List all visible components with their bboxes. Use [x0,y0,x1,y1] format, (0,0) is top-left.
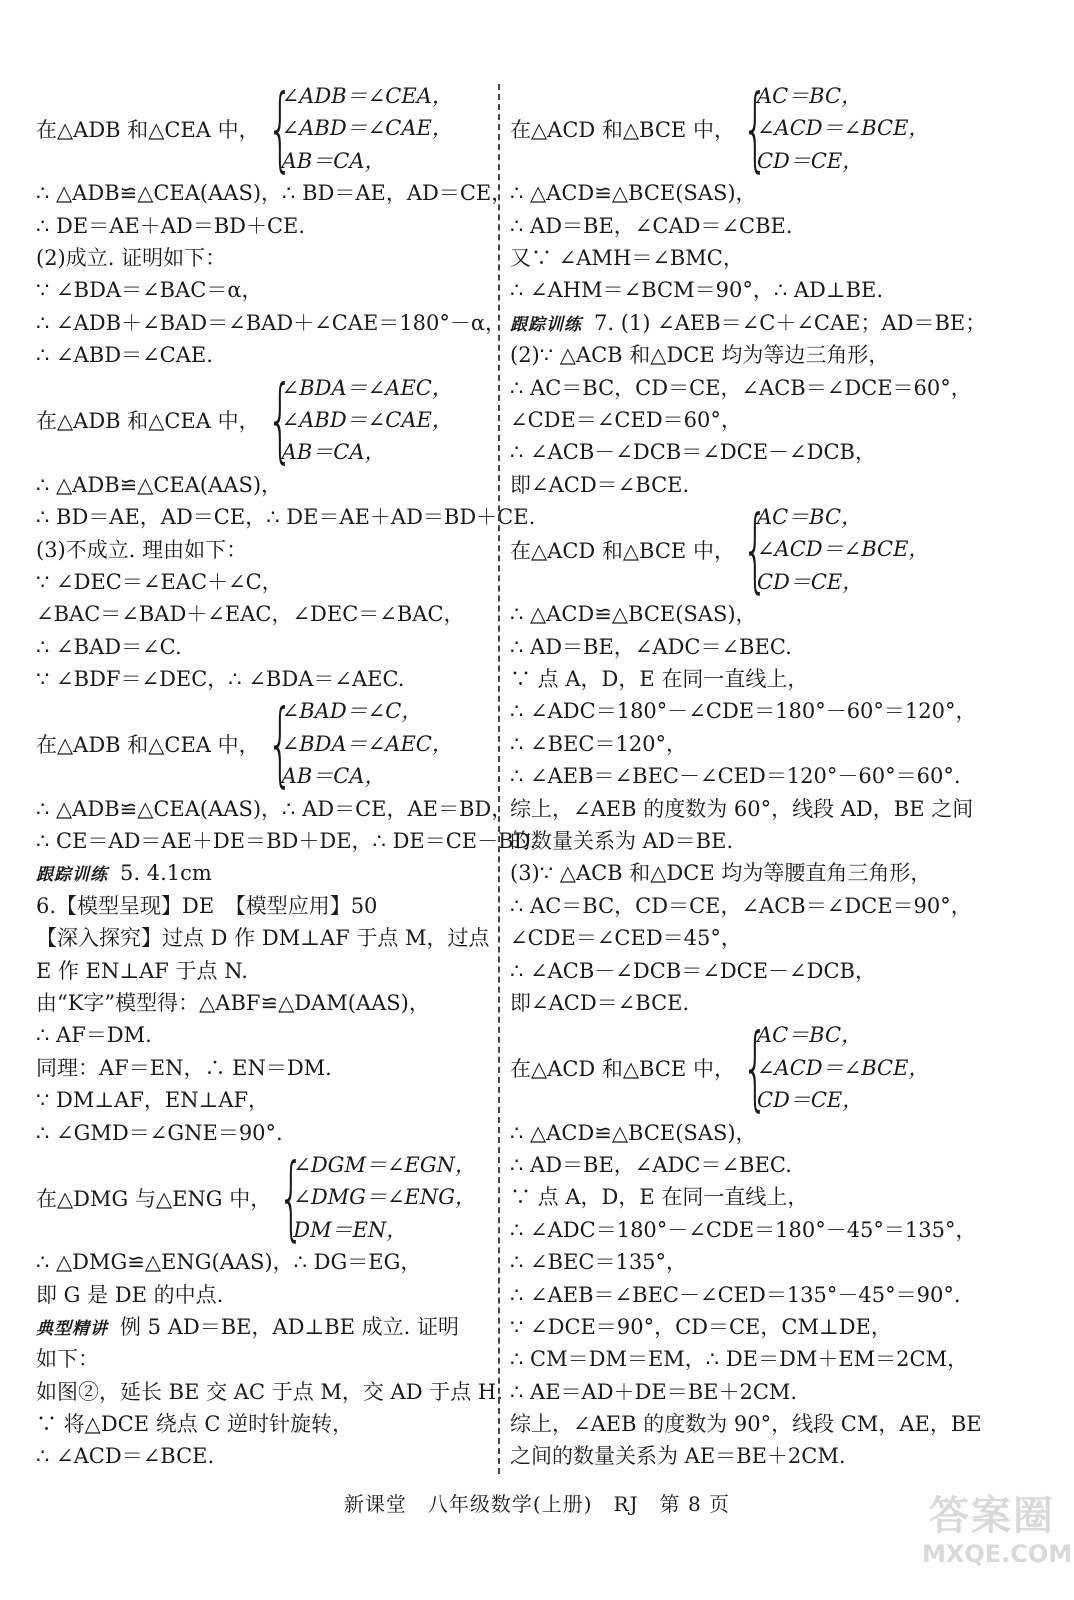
text-line [510,1311,1040,1343]
condition: AB＝CA， [281,148,386,173]
line-text: (3)不成立. 理由如下： [36,537,248,562]
line-text: ∴ △ACD≌△BCE(SAS)， [510,602,757,627]
equation-system [36,366,496,474]
line-text: ∴ ∠BAD＝∠C. [36,634,182,659]
text-line [510,404,1040,436]
equation-system [510,495,1040,603]
line-text: ∴ ∠ADC＝180°－∠CDE＝180°－45°＝135°， [510,1217,977,1242]
text-line [510,760,1040,792]
line-text: 如下： [36,1347,99,1372]
text-line [510,922,1040,954]
line-text: 5. 4.1cm [120,861,212,886]
condition: DM＝EN， [293,1217,408,1242]
text-line [36,1052,496,1084]
line-text: ∴ ∠ACB－∠DCB＝∠DCE－∠DCB， [510,958,876,983]
text-line [510,1343,1040,1375]
line-text: ∴ △ADB≌△CEA(AAS)，∴ AD＝CE，AE＝BD， [36,796,513,821]
line-text: ∴ ∠ADC＝180°－∠CDE＝180°－60°＝120°， [510,699,977,724]
line-text: ∴ DE＝AE＋AD＝BD＋CE. [36,213,306,238]
line-text: 7. (1) ∠AEB＝∠C＋∠CAE；AD＝BE； [594,310,987,335]
line-text: 即 G 是 DE 的中点. [36,1282,224,1307]
line-text: ∴ ∠BEC＝120°， [510,731,688,756]
text-line [510,436,1040,468]
left-brace: { [266,690,293,798]
text-line [510,857,1040,889]
text-line [510,1149,1040,1181]
system-intro: 在△ACD 和△BCE 中， [510,1056,735,1081]
condition: CD＝CE， [756,1088,864,1113]
left-brace: { [266,74,293,182]
line-text: ∴ ∠ADB＋∠BAD＝∠BAD＋∠CAE＝180°－α， [36,310,507,335]
line-text: ∵ DM⊥AF，EN⊥AF， [36,1088,270,1113]
line-text: 的数量关系为 AD＝BE. [510,829,734,854]
condition: AC＝BC， [756,505,863,530]
system-intro: 在△ACD 和△BCE 中， [510,538,735,563]
text-line [36,857,496,889]
text-line [36,598,496,630]
condition: ∠ABD＝∠CAE， [281,116,453,141]
line-text: ∠CDE＝∠CED＝60°， [510,407,742,432]
condition: CD＝CE， [756,148,864,173]
condition: ∠ADB＝∠CEA， [281,84,453,108]
text-line [510,1440,1040,1472]
condition: CD＝CE， [756,569,864,594]
text-line [510,825,1040,857]
text-line [36,825,537,857]
line-text: ∴ ∠AEB＝∠BEC－∠CED＝135°－45°＝90°. [510,1282,961,1307]
text-line [510,631,1040,663]
text-line [36,1440,496,1472]
text-line [36,307,507,339]
condition: ∠BDA＝∠AEC， [281,375,453,400]
text-line [510,1117,1040,1149]
line-text: ∵ ∠BDF＝∠DEC，∴ ∠BDA＝∠AEC. [36,667,405,692]
condition: ∠ACD＝∠BCE， [756,537,930,562]
equation-system [36,74,496,182]
text-line [36,242,496,274]
text-line [36,534,496,566]
left-brace: { [741,74,769,182]
line-text: ∵ 将△DCE 绕点 C 逆时针旋转， [36,1412,354,1437]
system-conditions [282,695,453,792]
text-line [36,274,496,306]
line-text: ∴ AD＝BE，∠ADC＝∠BEC. [510,634,792,659]
system-intro: 在△ADB 和△CEA 中， [36,117,260,142]
line-text: (3)∵ △ACB 和△DCE 均为等腰直角三角形， [510,861,932,886]
system-intro: 在△ADB 和△CEA 中， [36,733,260,758]
line-text: ∵ ∠DEC＝∠EAC＋∠C， [36,569,283,594]
condition: AB＝CA， [281,764,386,789]
text-line [510,1408,1040,1440]
line-text: ∵ ∠DCE＝90°，CD＝CE，CM⊥DE， [510,1314,892,1339]
text-line [510,307,1040,339]
equation-system [36,1143,496,1251]
text-line [36,1246,496,1278]
text-line [36,1279,496,1311]
condition: ∠BDA＝∠AEC， [281,731,453,756]
text-line [36,890,496,922]
equation-system [510,1013,1040,1121]
system-conditions [293,1149,476,1246]
line-text: ∴ BD＝AE，AD＝CE，∴ DE＝AE＋AD＝BD＋CE. [36,505,536,530]
line-text: ∴ ∠ACD＝∠BCE. [36,1444,215,1469]
text-line [510,1279,1040,1311]
line-text: ∴ AC＝BC，CD＝CE，∠ACB＝∠DCE＝90°， [510,893,972,918]
line-text: ∴ ∠GMD＝∠GNE＝90°. [36,1120,283,1145]
left-column [36,74,537,1473]
text-line [510,1376,1040,1408]
system-conditions [757,80,929,177]
line-text: 即∠ACD＝∠BCE. [510,990,690,1015]
line-text: ∠CDE＝∠CED＝45°， [510,926,742,951]
text-line [36,793,513,825]
line-text: ∴ AF＝DM. [36,1023,152,1048]
column-divider [498,84,500,1474]
line-text: 又∵ ∠AMH＝∠BMC， [510,245,744,270]
line-text: ∴ AD＝BE，∠CAD＝∠CBE. [510,213,793,238]
section-tag: 跟踪训练 [36,865,108,886]
line-text: 综上，∠AEB 的度数为 90°，线段 CM，AE，BE [510,1412,982,1437]
section-tag: 典型精讲 [36,1318,108,1339]
text-line [36,469,496,501]
text-line [510,372,1040,404]
line-text: ∴ ∠BEC＝135°， [510,1250,688,1275]
text-line [510,598,1040,630]
watermark-logo [922,1492,1073,1572]
system-intro: 在△ACD 和△BCE 中， [510,117,735,142]
condition: AC＝BC， [756,84,863,108]
line-text: 【深入探究】过点 D 作 DM⊥AF 于点 M，过点 [36,926,490,951]
text-line [36,955,496,987]
text-line [510,890,1040,922]
left-brace: { [741,1013,769,1121]
text-line [36,177,513,209]
condition: ∠ACD＝∠BCE， [756,1055,930,1080]
line-text: ∴ △ACD≌△BCE(SAS)， [510,1120,757,1145]
system-conditions [282,372,453,469]
text-line [36,1084,496,1116]
text-line [36,922,496,954]
line-text: ∴ ∠ACB－∠DCB＝∠DCE－∠DCB， [510,440,876,465]
condition: ∠ACD＝∠BCE， [756,116,930,141]
condition: ∠DMG＝∠ENG， [293,1185,477,1210]
line-text: 同理：AF＝EN，∴ EN＝DM. [36,1055,332,1080]
text-line [510,1181,1040,1213]
watermark-url: MXQE.COM [922,1540,1073,1568]
line-text: ∴ ∠AEB＝∠BEC－∠CED＝120°－60°＝60°. [510,764,961,789]
line-text: (2)∵ △ACB 和△DCE 均为等边三角形， [510,343,890,368]
text-line [36,1019,496,1051]
system-intro: 在△DMG 与△ENG 中， [36,1186,272,1211]
line-text: ∵ 点 A，D，E 在同一直线上， [510,667,809,692]
line-text: ∴ CE＝AD＝AE＋DE＝BD＋DE，∴ DE＝CE－BD. [36,829,537,854]
text-line [510,469,1040,501]
line-text: ∴ △ADB≌△CEA(AAS)，∴ BD＝AE，AD＝CE， [36,181,513,206]
system-conditions [757,1019,929,1116]
system-intro: 在△ADB 和△CEA 中， [36,409,260,434]
line-text: ∴ △DMG≌△ENG(AAS)，∴ DG＝EG， [36,1250,422,1275]
left-brace: { [278,1143,305,1251]
text-line [36,566,496,598]
line-text: 综上，∠AEB 的度数为 60°，线段 AD，BE 之间 [510,796,974,821]
text-line [510,210,1040,242]
text-line [510,695,1040,727]
line-text: ∴ AD＝BE，∠ADC＝∠BEC. [510,1152,792,1177]
text-line [36,1343,496,1375]
text-line [36,1311,496,1343]
left-brace: { [741,495,769,603]
line-text: ∴ △ACD≌△BCE(SAS)， [510,181,757,206]
text-line [510,274,1040,306]
condition: ∠ABD＝∠CAE， [281,407,453,432]
page-footer: 新课堂 八年级数学(上册) RJ 第 8 页 [343,1492,731,1516]
section-tag: 跟踪训练 [510,314,582,335]
text-line [36,1376,503,1408]
system-conditions [282,80,453,177]
text-line [510,1246,1040,1278]
line-text: ∠BAC＝∠BAD＋∠EAC，∠DEC＝∠BAC， [36,602,465,627]
text-line [510,987,1040,1019]
text-line [510,1214,1040,1246]
text-line [510,242,1040,274]
system-conditions [757,501,929,598]
text-line [510,728,1040,760]
text-line [510,955,1040,987]
watermark-text: 答案圈 [929,1493,1055,1539]
line-text: ∴ △ADB≌△CEA(AAS)， [36,472,283,497]
text-line [36,631,496,663]
line-text: ∴ AC＝BC，CD＝CE，∠ACB＝∠DCE＝60°， [510,375,972,400]
line-text: ∴ AE＝AD＋DE＝BE＋2CM. [510,1379,798,1404]
line-text: 如图②，延长 BE 交 AC 于点 M，交 AD 于点 H. [36,1379,503,1404]
right-column [510,74,1040,1473]
equation-system [510,74,1040,182]
line-text: 即∠ACD＝∠BCE. [510,472,690,497]
condition: ∠BAD＝∠C， [281,699,423,724]
text-line [510,177,1040,209]
text-line [36,1117,496,1149]
line-text: 由“K字”模型得：△ABF≌△DAM(AAS)， [36,990,430,1015]
text-line [510,793,1040,825]
equation-system [36,690,496,798]
text-line [36,501,536,533]
line-text: 6.【模型呈现】DE 【模型应用】50 [36,893,378,918]
text-line [36,1408,496,1440]
text-line [510,663,1040,695]
line-text: ∴ ∠ABD＝∠CAE. [36,343,213,368]
text-line [510,339,1040,371]
line-text: ∵ 点 A，D，E 在同一直线上， [510,1185,809,1210]
line-text: ∵ ∠BDA＝∠BAC＝α， [36,278,263,303]
line-text: ∴ ∠AHM＝∠BCM＝90°，∴ AD⊥BE. [510,278,884,303]
line-text: 之间的数量关系为 AE＝BE＋2CM. [510,1444,846,1469]
line-text: 例 5 AD＝BE，AD⊥BE 成立. 证明 [120,1314,460,1339]
line-text: E 作 EN⊥AF 于点 N. [36,958,248,983]
text-line [36,210,496,242]
left-brace: { [266,366,293,474]
text-line [36,987,496,1019]
condition: AC＝BC， [756,1023,863,1048]
condition: AB＝CA， [281,440,386,465]
line-text: (2)成立. 证明如下： [36,245,227,270]
condition: ∠DGM＝∠EGN， [293,1152,477,1177]
line-text: ∴ CM＝DM＝EM，∴ DE＝DM＋EM＝2CM， [510,1347,969,1372]
